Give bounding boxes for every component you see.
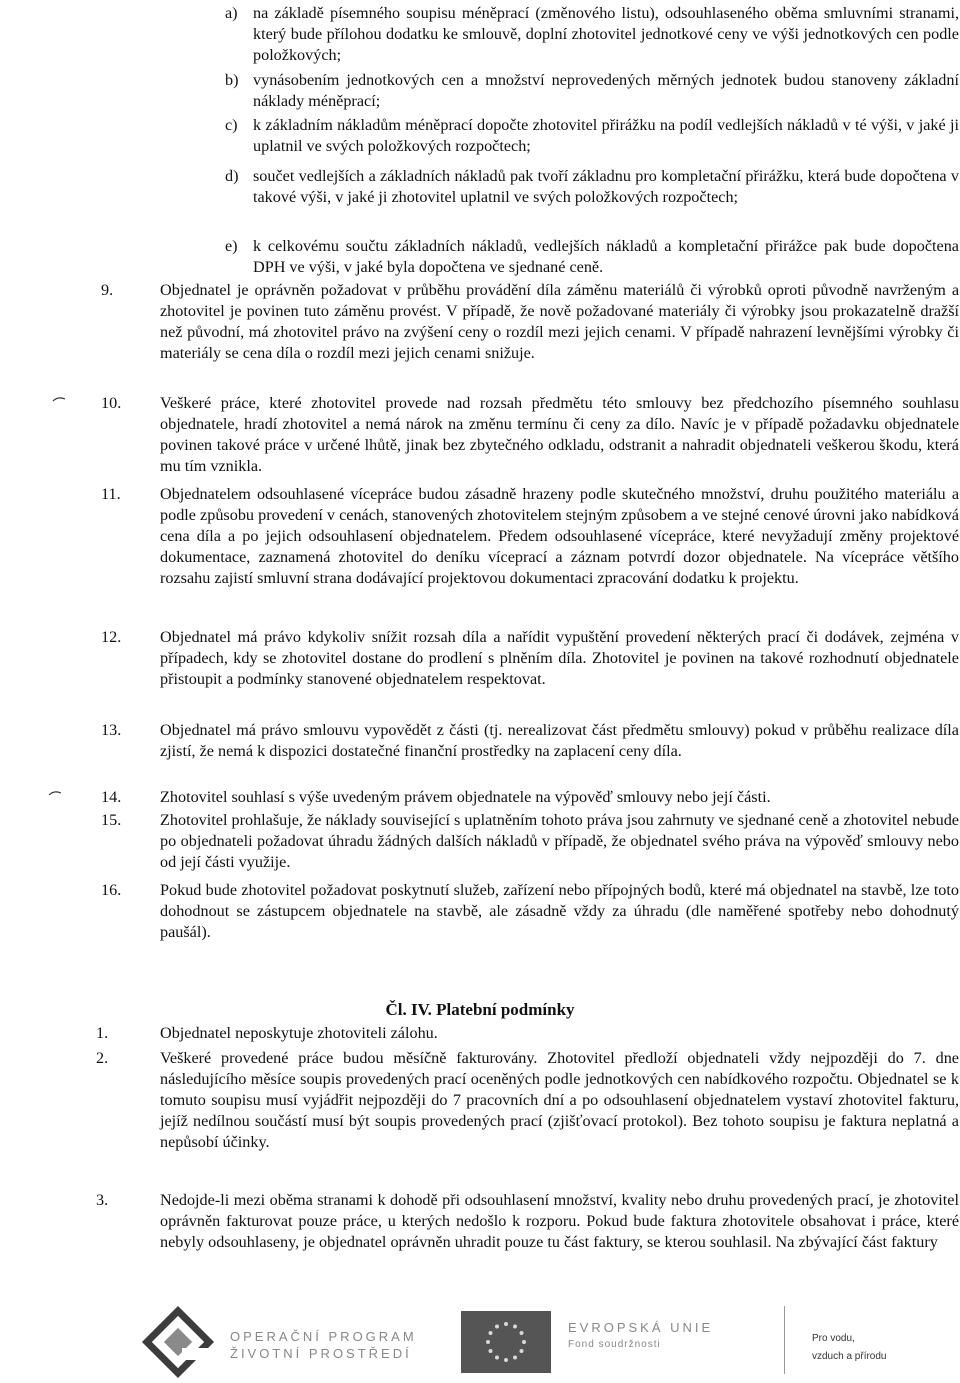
sub-item-label: e) [225,237,238,255]
eu-line1: EVROPSKÁ UNIE [568,1320,714,1335]
sub-item-text: součet vedlejších a základních nákladů pak tvoří základnu pro kompletační přirážku, která bude dopočtena v takové výši, v jaké ji zhotovitel uplatnil ve svých položkových rozpočtech; [253,167,959,206]
clause-number: 11. [101,485,121,503]
clause-9-text: Objednatel je oprávněn požadovat v průběhu provádění díla záměnu materiálů či výrobků oproti původně navrženým a zhotovitel je povinen tuto záměnu provést. V případě, že nově požadované materiály či výrobky jsou prokazatelně dražší než původní, má zhotovitel právo na zvýšení ceny o rozdíl mezi jejich cenami. V případě nahrazení levnějšími výrobky či materiály se cena díla o rozdíl mezi jejich cenami snižuje. [160,281,959,362]
clause-number: 2. [96,1049,109,1067]
clause-13-text: Objednatel má právo smlouvu vypovědět z části (tj. nerealizovat část předmětu smlouvy) pokud v průběhu realizace díla zjistí, že nemá k dispozici dostatečné finanční prostředky na zaplacení ceny díla. [160,721,959,760]
clause-11-text: Objednatelem odsouhlasené vícepráce budou zásadně hrazeny podle skutečného množství, druhu použitého materiálu a podle způsobu provedení v cenách, stanovených zhotovitelem stejným způsobem a ve stejné cenové úrovni jako nabídková cena díla a po jejich odsouhlasení objednatelem. Předem odsouhlasené vícepráce, které nevyžadují změny projektové dokumentace, zaznamená zhotovitel do deníku víceprací a záznam potvrdí dozor objednatele. Na vícepráce většího rozsahu zajistí smluvní strana dodávající projektovou dokumentaci zpracování dodatku k projektu. [160,485,959,587]
margin-mark [48,790,62,796]
op-zp-logo-icon [138,1302,218,1382]
clause-number: 16. [101,881,122,899]
clause-number: 15. [101,811,122,829]
op-zp-logo-text [230,1328,417,1362]
clause-14-text: Zhotovitel souhlasí s výše uvedeným právem objednatele na výpověď smlouvy nebo její části. [160,788,771,806]
clause-number: 13. [101,721,122,739]
eu-stars-icon [461,1311,551,1373]
eu-line2: Fond soudržnosti [568,1339,661,1350]
sub-item-label: a) [225,4,238,22]
clause-number: 10. [101,394,122,412]
slogan-line1: Pro vodu, [812,1333,855,1344]
sub-item-text: vynásobením jednotkových cen a množství neprovedených měrných jednotek budou stanoveny základní náklady méněprací; [253,71,959,110]
sub-item-text: k celkovému součtu základních nákladů, vedlejších nákladů a kompletační přirážce pak bude dopočtena DPH ve výši, v jaké byla dopočtena ve sjednané ceně. [253,237,959,276]
op-line2: ŽIVOTNÍ PROSTŘEDÍ [230,1346,412,1361]
clause-number: 1. [96,1024,109,1042]
sub-item-label: d) [225,167,239,185]
slogan-line2: vzduch a přírodu [812,1351,887,1362]
clause-12-text: Objednatel má právo kdykoliv snížit rozsah díla a nařídit vypuštění provedení některých prací či dodávek, zejména v případech, kdy se zhotovitel dostane do prodlení s plněním díla. Zhotovitel je povinen na takové rozhodnutí objednatele přistoupit a podmínky stanovené objednatelem respektovat. [160,628,959,688]
footer-divider [784,1306,785,1374]
sub-item-c [225,115,959,157]
section-clause-1-text: Objednatel neposkytuje zhotoviteli zálohu. [160,1024,438,1042]
sub-item-label: c) [225,116,238,134]
sub-item-e [225,236,959,278]
sub-item-label: b) [225,71,239,89]
sub-item-text: na základě písemného soupisu méněprací (změnového listu), odsouhlaseného oběma smluvními stranami, který bude přílohou dodatku ke smlouvě, doplní zhotovitel jednotkové ceny ve výši jednotkových cen podle položkových; [253,4,959,64]
sub-item-d [225,166,959,208]
clause-10-text: Veškeré práce, které zhotovitel provede nad rozsah předmětu této smlouvy bez předchozího písemného souhlasu objednatele, hradí zhotovitel a nemá nárok na změnu termínu či ceny za dílo. Navíc je v případě požadavku objednatele povinen takové práce v určené lhůtě, jinak bez zbytečného odkladu, odstranit a nahradit objednateli veškerou škodu, která mu tím vznikla. [160,394,959,475]
footer-logos [0,1298,960,1383]
sub-item-text: k základním nákladům méněprací dopočte zhotovitel přirážku na podíl vedlejších nákladů v té výši, v jaké ji uplatnil ve svých položkových rozpočtech; [253,116,959,155]
sub-item-a [225,3,959,66]
op-line1: OPERAČNÍ PROGRAM [230,1329,417,1344]
clause-number: 3. [96,1191,109,1209]
clause-15-text: Zhotovitel prohlašuje, že náklady související s uplatněním tohoto práva jsou zahrnuty ve sjednané ceně a zhotovitel nebude po objednateli požadovat úhradu žádných dalších nákladů v případě, že objednatel svého práva na výpověď smlouvy nebo od její části využije. [160,811,959,871]
margin-mark [52,396,66,402]
clause-number: 9. [101,281,114,299]
section-clause-2-text: Veškeré provedené práce budou měsíčně fakturovány. Zhotovitel předloží objednateli vždy nejpozději do 7. dne následujícího měsíce soupis provedených prací oceněných podle jednotkových cen nabídkového rozpočtu. Objednatel se k tomuto soupisu musí vyjádřit nejpozději do 7 pracovních dní a po odsouhlasení objednatelem vystaví zhotovitel fakturu, jejíž nedílnou součástí musí být soupis provedených prací (zjišťovací protokol). Bez tohoto soupisu je faktura neplatná a nepůsobí účinky. [160,1049,959,1151]
sub-item-b [225,70,959,112]
clause-number: 12. [101,628,122,646]
section-clause-3-text: Nedojde-li mezi oběma stranami k dohodě při odsouhlasení množství, kvality nebo druhu provedených prací, je zhotovitel oprávněn fakturovat pouze práce, u kterých nedošlo k rozporu. Pokud bude faktura zhotovitele obsahovat i práce, které nebyly odsouhlaseny, je objednatel oprávněn uhradit pouze tu část faktury, se kterou souhlasil. Na zbývající část faktury [160,1191,959,1251]
section-heading: Čl. IV. Platební podmínky [385,1000,575,1019]
eu-logo-text [568,1320,713,1350]
slogan-text [812,1330,887,1366]
clause-number: 14. [101,788,122,806]
clause-16-text: Pokud bude zhotovitel požadovat poskytnutí služeb, zařízení nebo přípojných bodů, které má objednatel na stavbě, lze toto dohodnout se zástupcem objednatele na stavbě, ale zásadně vždy za úhradu (dle naměřené spotřeby nebo dohodnutý paušál). [160,881,959,941]
eu-flag-icon [461,1311,551,1373]
